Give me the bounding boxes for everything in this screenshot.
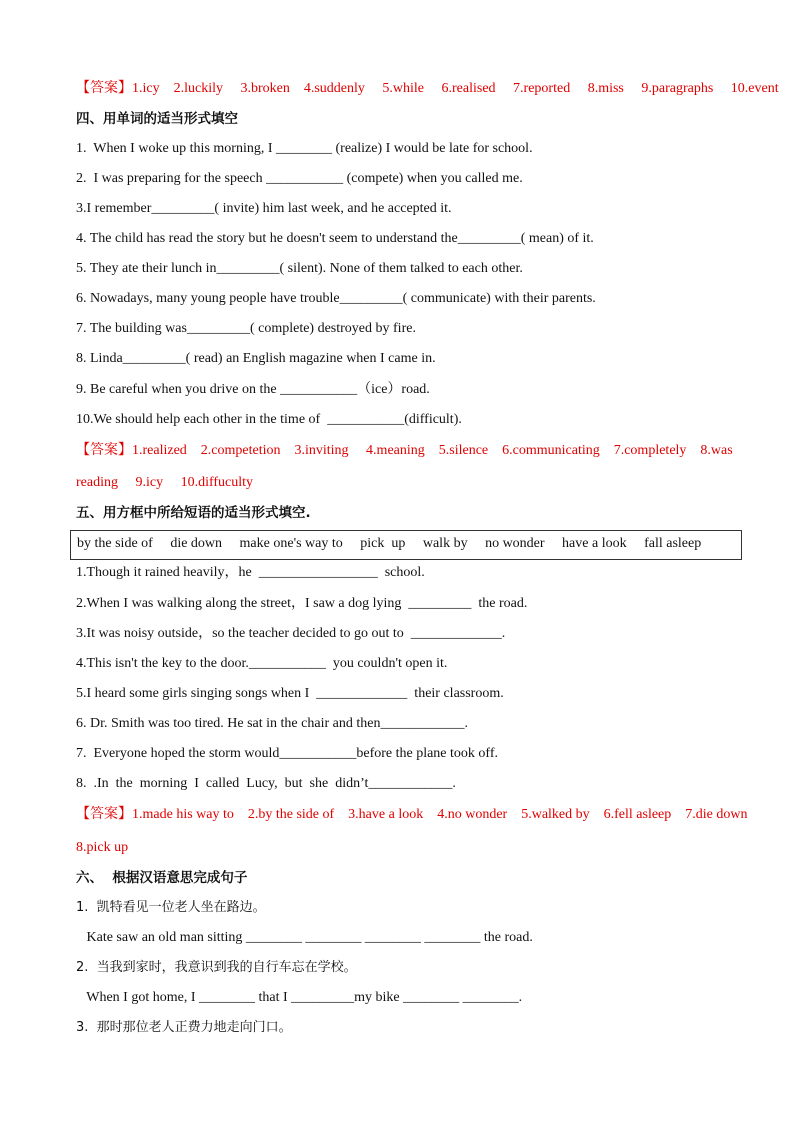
section4-answer-line-1: 【答案】1.realized 2.competetion 3.inviting 4.meaning 5.silence 6.communicating 7.completely 8.was	[76, 443, 733, 458]
phrase-box	[70, 530, 742, 560]
section4-item-8: 8. Linda_________( read) an English magazine when I came in.	[76, 351, 436, 366]
section4-item-1: 1. When I woke up this morning, I ________ (realize) I would be late for school.	[76, 141, 533, 156]
section5-answer-line-1: 【答案】1.made his way to 2.by the side of 3.have a look 4.no wonder 5.walked by 6.fell asleep 7.die down	[76, 807, 748, 822]
section5-title: 五、用方框中所给短语的适当形式填空.	[76, 505, 311, 521]
phrase-box-text: by the side of die down make one's way to pick up walk by no wonder have a look fall asleep	[77, 536, 702, 551]
section5-item-8: 8. .In the morning I called Lucy, but she didn’t____________.	[76, 776, 456, 791]
section6-item-2-en: When I got home, I ________ that I _________my bike ________ ________.	[76, 990, 523, 1005]
section6-item-1-cn: 1. 凯特看见一位老人坐在路边。	[76, 900, 266, 915]
section4-title: 四、用单词的适当形式填空	[76, 111, 238, 127]
section6-item-1-en: Kate saw an old man sitting ________ ________ ________ ________ the road.	[76, 930, 533, 945]
section5-item-6: 6. Dr. Smith was too tired. He sat in the chair and then____________.	[76, 716, 468, 731]
section4-item-10: 10.We should help each other in the time of ___________(difficult).	[76, 412, 462, 427]
section5-item-3: 3.It was noisy outside，so the teacher decided to go out to _____________.	[76, 626, 506, 641]
section4-item-9: 9. Be careful when you drive on the ___________（ice）road.	[76, 382, 430, 397]
section4-item-4: 4. The child has read the story but he doesn't seem to understand the_________( mean) of it.	[76, 231, 594, 246]
section4-item-5: 5. They ate their lunch in_________( silent). None of them talked to each other.	[76, 261, 523, 276]
section4-item-6: 6. Nowadays, many young people have trouble_________( communicate) with their parents.	[76, 291, 596, 306]
section6-item-2-cn: 2. 当我到家时，我意识到我的自行车忘在学校。	[76, 960, 357, 975]
section4-item-2: 2. I was preparing for the speech ___________ (compete) when you called me.	[76, 171, 523, 186]
section4-answer-line-2: reading 9.icy 10.diffuculty	[76, 475, 254, 490]
section5-item-1: 1.Though it rained heavily，he _________________ school.	[76, 565, 425, 580]
section5-item-5: 5.I heard some girls singing songs when I _____________ their classroom.	[76, 686, 504, 701]
section5-answer-line-2: 8.pick up	[76, 840, 129, 855]
section6-title: 六、 根据汉语意思完成句子	[76, 870, 248, 886]
section5-item-7: 7. Everyone hoped the storm would___________before the plane took off.	[76, 746, 498, 761]
answer-line-section3: 【答案】1.icy 2.luckily 3.broken 4.suddenly 5.while 6.realised 7.reported 8.miss 9.paragraphs 10.event	[76, 81, 779, 96]
section5-item-4: 4.This isn't the key to the door.___________ you couldn't open it.	[76, 656, 448, 671]
section4-item-7: 7. The building was_________( complete) destroyed by fire.	[76, 321, 416, 336]
section4-item-3: 3.I remember_________( invite) him last week, and he accepted it.	[76, 201, 452, 216]
section6-item-3-cn: 3. 那时那位老人正费力地走向门口。	[76, 1020, 292, 1035]
section5-item-2: 2.When I was walking along the street，I saw a dog lying _________ the road.	[76, 596, 528, 611]
